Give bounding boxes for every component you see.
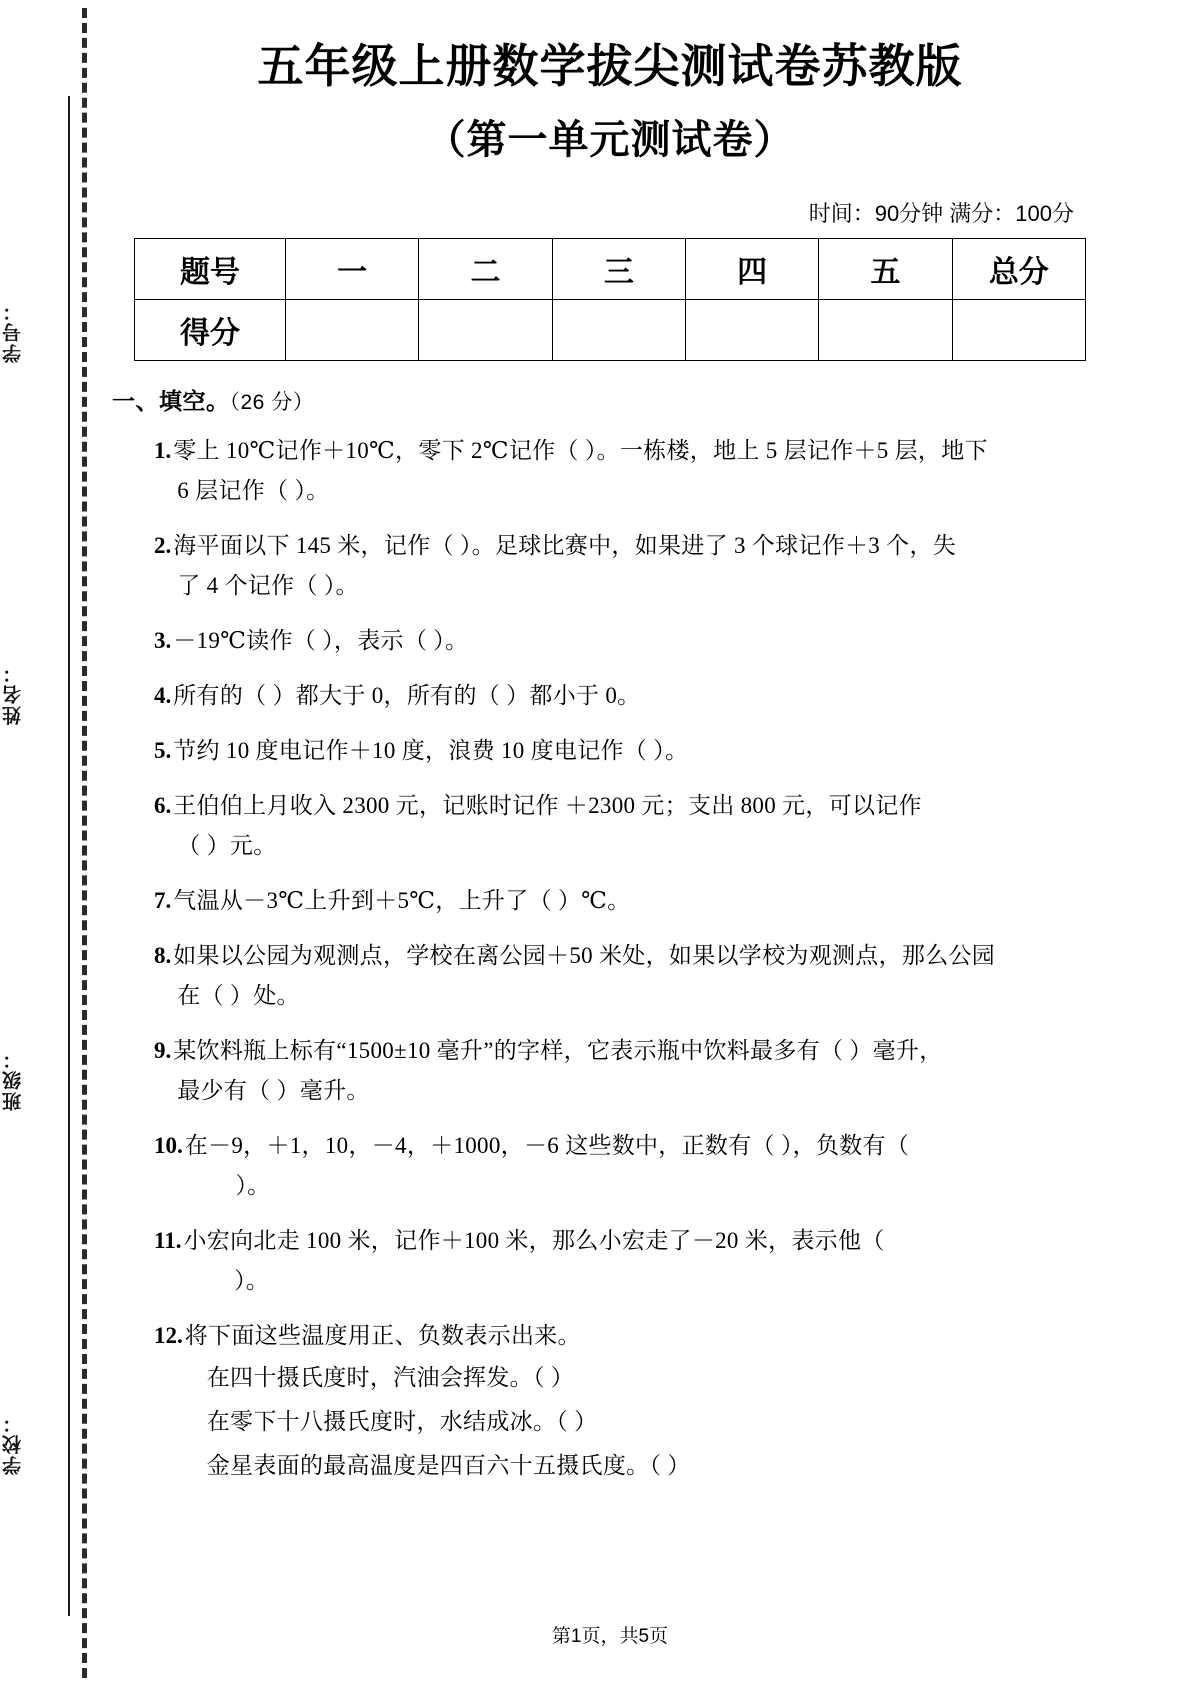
question-item — [112, 1221, 1110, 1301]
question-item — [112, 881, 1110, 921]
question-number: 4. — [154, 683, 172, 709]
seal-label-school: 学校： — [3, 1412, 24, 1475]
question-line: 在－9，＋1，10，－4，＋1000，－6 这些数中，正数有（ ），负数有（ — [184, 1133, 910, 1159]
exam-sheet — [110, 0, 1110, 1684]
question-line: 海平面以下 145 米，记作（ ）。足球比赛中，如果进了 3 个球记作＋3 个，失 — [173, 533, 957, 559]
question-subitem: 在四十摄氏度时，汽油会挥发。（ ） — [206, 1365, 575, 1391]
question-text — [173, 731, 1110, 771]
question-line: 节约 10 度电记作＋10 度，浪费 10 度电记作（ ）。 — [173, 738, 689, 764]
question-line: 在（ ）处。 — [177, 983, 300, 1009]
question-number: 6. — [154, 793, 172, 819]
score-table-row-label: 得分 — [135, 300, 286, 361]
question-line: （ ）元。 — [177, 833, 277, 859]
score-table-header-cell: 总分 — [952, 239, 1085, 300]
section-points: （26 分） — [229, 391, 315, 415]
question-line: ）。 — [187, 1268, 270, 1294]
exam-meta-info: 时间：90分钟 满分：100分 — [808, 201, 1074, 227]
question-text — [173, 621, 1110, 661]
question-subitem: 在零下十八摄氏度时，水结成冰。（ ） — [206, 1409, 598, 1435]
question-line: 小宏向北走 100 米，记作＋100 米，那么小宏走了－20 米，表示他（ — [183, 1228, 885, 1254]
question-text — [173, 676, 1110, 716]
question-item — [112, 1126, 1110, 1206]
question-line: 如果以公园为观测点，学校在离公园＋50 米处，如果以学校为观测点，那么公园 — [173, 943, 996, 969]
table-row — [135, 239, 1086, 300]
question-line: 所有的（ ）都大于 0，所有的（ ）都小于 0。 — [173, 683, 641, 709]
score-table-header-cell: 一 — [286, 239, 419, 300]
seal-line-dashed — [82, 8, 87, 1678]
question-subitem: 金星表面的最高温度是四百六十五摄氏度。（ ） — [206, 1453, 691, 1479]
question-text — [183, 1221, 1110, 1301]
question-item — [112, 1031, 1110, 1111]
question-number: 11. — [154, 1228, 182, 1254]
question-line: ）。 — [188, 1173, 271, 1199]
score-table-header-cell: 五 — [819, 239, 952, 300]
question-line: 零上 10℃记作＋10℃，零下 2℃记作（ ）。一栋楼，地上 5 层记作＋5 层，地下 — [173, 438, 988, 464]
score-table — [134, 238, 1086, 361]
question-line: －19℃读作（ ），表示（ ）。 — [173, 628, 469, 654]
score-table-header-cell: 四 — [685, 239, 818, 300]
question-text — [185, 1316, 1110, 1488]
question-number: 10. — [154, 1133, 183, 1159]
page-footer: 第1页，共5页 — [551, 1626, 669, 1647]
question-number: 3. — [154, 628, 172, 654]
question-text — [173, 881, 1110, 921]
page-subtitle: （第一单元测试卷） — [425, 118, 795, 163]
question-line: 气温从－3℃上升到＋5℃，上升了（ ）℃。 — [173, 888, 631, 914]
score-table-header-cell: 二 — [419, 239, 552, 300]
question-line: 将下面这些温度用正、负数表示出来。 — [184, 1323, 581, 1349]
section-heading — [112, 383, 1110, 416]
question-list — [112, 431, 1110, 1488]
question-number: 9. — [154, 1038, 172, 1064]
question-line: 王伯伯上月收入 2300 元，记账时记作 ＋2300 元；支出 800 元，可以记作 — [173, 793, 922, 819]
seal-label-student-id: 学号： — [3, 300, 24, 363]
score-table-score-cell[interactable] — [286, 300, 419, 361]
question-text — [173, 936, 1110, 1016]
question-text — [185, 1126, 1110, 1206]
question-line: 最少有（ ）毫升。 — [177, 1078, 370, 1104]
question-text — [173, 786, 1110, 866]
seal-label-class: 班级： — [3, 1048, 24, 1111]
score-table-score-cell[interactable] — [819, 300, 952, 361]
page-title: 五年级上册数学拔尖测试卷苏教版 — [257, 40, 963, 92]
section-heading-label: 一、填空。 — [112, 388, 230, 415]
seal-label-name: 姓名： — [3, 662, 24, 725]
question-text — [173, 526, 1110, 606]
question-item — [112, 526, 1110, 606]
question-text — [173, 431, 1110, 511]
question-line: 了 4 个记作（ ）。 — [177, 573, 359, 599]
question-text — [173, 1031, 1110, 1111]
question-item — [112, 676, 1110, 716]
score-table-score-cell[interactable] — [952, 300, 1085, 361]
question-item — [112, 786, 1110, 866]
question-number: 7. — [154, 888, 172, 914]
question-item — [112, 431, 1110, 511]
question-line: 某饮料瓶上标有“1500±10 毫升”的字样，它表示瓶中饮料最多有（ ）毫升， — [173, 1038, 943, 1064]
section-fill-in-the-blank — [110, 383, 1110, 1488]
score-table-score-cell[interactable] — [419, 300, 552, 361]
question-number: 1. — [154, 438, 172, 464]
score-table-header-cell: 三 — [552, 239, 685, 300]
score-table-score-cell[interactable] — [685, 300, 818, 361]
question-item — [112, 731, 1110, 771]
table-row — [135, 300, 1086, 361]
question-item — [112, 1316, 1110, 1488]
question-number: 8. — [154, 943, 172, 969]
question-item — [112, 621, 1110, 661]
question-line: 6 层记作（ ）。 — [177, 478, 330, 504]
question-number: 12. — [154, 1323, 183, 1349]
score-table-score-cell[interactable] — [552, 300, 685, 361]
question-number: 5. — [154, 738, 172, 764]
question-number: 2. — [154, 533, 172, 559]
score-table-row-label: 题号 — [135, 239, 286, 300]
question-item — [112, 936, 1110, 1016]
